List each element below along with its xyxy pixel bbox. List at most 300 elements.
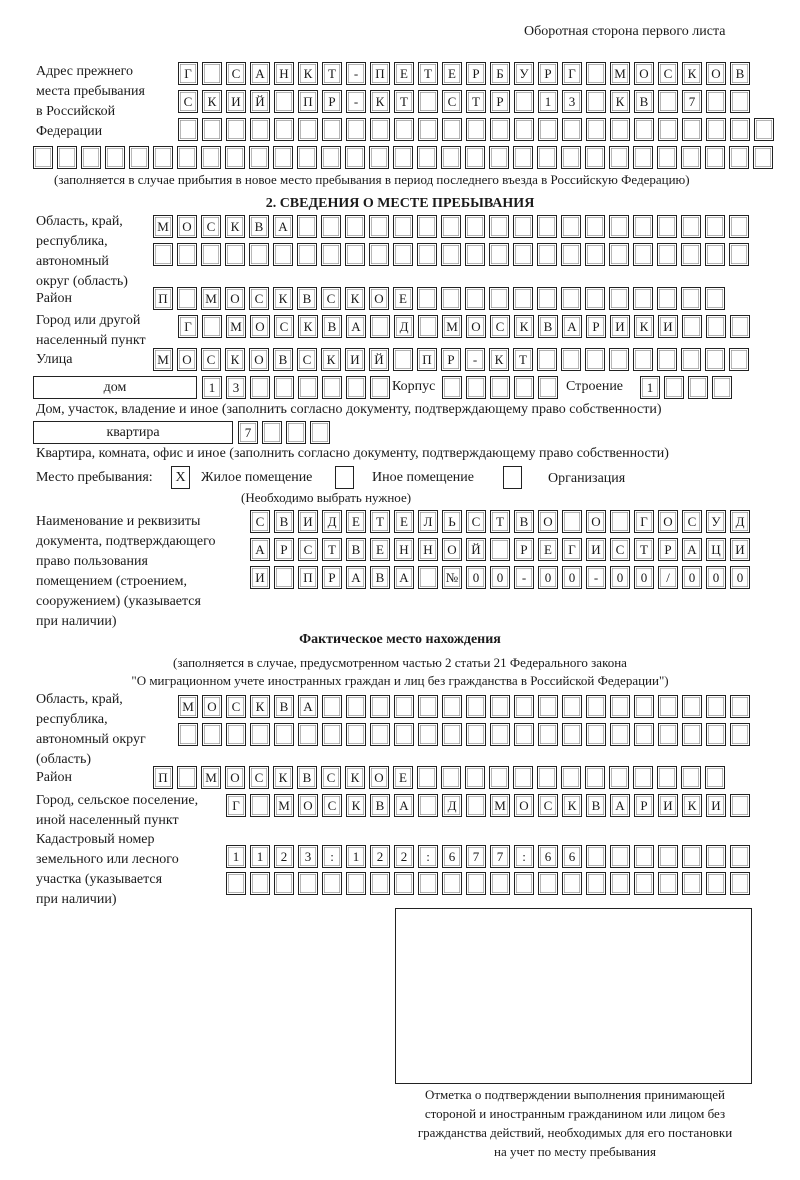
- char-cell[interactable]: [561, 243, 581, 266]
- char-cell[interactable]: Т: [466, 90, 486, 113]
- char-cell[interactable]: [466, 794, 486, 817]
- char-cell[interactable]: [177, 243, 197, 266]
- char-cell[interactable]: С: [490, 315, 510, 338]
- char-cell[interactable]: [298, 118, 318, 141]
- char-cell[interactable]: [610, 872, 630, 895]
- char-cell[interactable]: 2: [274, 845, 294, 868]
- char-cell[interactable]: [730, 794, 750, 817]
- char-cell[interactable]: [610, 118, 630, 141]
- char-cell[interactable]: О: [250, 315, 270, 338]
- house-type-field[interactable]: дом: [33, 376, 197, 399]
- char-cell[interactable]: [441, 215, 461, 238]
- char-cell[interactable]: [730, 845, 750, 868]
- char-cell[interactable]: [465, 215, 485, 238]
- char-cell[interactable]: С: [658, 62, 678, 85]
- char-cell[interactable]: [730, 118, 750, 141]
- char-cell[interactable]: 0: [634, 566, 654, 589]
- char-cell[interactable]: [417, 766, 437, 789]
- char-cell[interactable]: [297, 243, 317, 266]
- char-cell[interactable]: [274, 872, 294, 895]
- char-cell[interactable]: [442, 376, 462, 399]
- char-cell[interactable]: М: [201, 287, 221, 310]
- char-cell[interactable]: [153, 146, 173, 169]
- char-cell[interactable]: У: [514, 62, 534, 85]
- char-cell[interactable]: 3: [226, 376, 246, 399]
- char-cell[interactable]: [417, 215, 437, 238]
- char-cell[interactable]: [681, 766, 701, 789]
- char-cell[interactable]: [202, 315, 222, 338]
- char-cell[interactable]: Г: [562, 538, 582, 561]
- char-cell[interactable]: [706, 90, 726, 113]
- char-cell[interactable]: [705, 766, 725, 789]
- char-cell[interactable]: [610, 510, 630, 533]
- char-cell[interactable]: -: [514, 566, 534, 589]
- char-cell[interactable]: [634, 845, 654, 868]
- char-cell[interactable]: К: [345, 287, 365, 310]
- char-cell[interactable]: А: [394, 566, 414, 589]
- char-cell[interactable]: И: [586, 538, 606, 561]
- char-cell[interactable]: [322, 376, 342, 399]
- char-cell[interactable]: А: [250, 538, 270, 561]
- char-cell[interactable]: С: [682, 510, 702, 533]
- char-cell[interactable]: [585, 146, 605, 169]
- char-cell[interactable]: [609, 287, 629, 310]
- char-cell[interactable]: 2: [370, 845, 390, 868]
- char-cell[interactable]: П: [370, 62, 390, 85]
- char-cell[interactable]: [537, 146, 557, 169]
- char-cell[interactable]: [418, 118, 438, 141]
- char-cell[interactable]: С: [466, 510, 486, 533]
- char-cell[interactable]: [561, 215, 581, 238]
- char-cell[interactable]: В: [514, 510, 534, 533]
- char-cell[interactable]: [657, 146, 677, 169]
- char-cell[interactable]: [538, 695, 558, 718]
- char-cell[interactable]: [633, 766, 653, 789]
- char-cell[interactable]: [369, 243, 389, 266]
- char-cell[interactable]: [706, 872, 726, 895]
- char-cell[interactable]: [225, 243, 245, 266]
- char-cell[interactable]: Т: [490, 510, 510, 533]
- char-cell[interactable]: [250, 376, 270, 399]
- char-cell[interactable]: -: [346, 90, 366, 113]
- char-cell[interactable]: 1: [250, 845, 270, 868]
- char-cell[interactable]: [705, 348, 725, 371]
- char-cell[interactable]: О: [177, 348, 197, 371]
- char-cell[interactable]: [298, 872, 318, 895]
- char-cell[interactable]: [513, 146, 533, 169]
- char-cell[interactable]: [442, 118, 462, 141]
- char-cell[interactable]: [441, 146, 461, 169]
- char-cell[interactable]: Б: [490, 62, 510, 85]
- char-cell[interactable]: [586, 695, 606, 718]
- char-cell[interactable]: [729, 146, 749, 169]
- char-cell[interactable]: [466, 376, 486, 399]
- char-cell[interactable]: С: [442, 90, 462, 113]
- char-cell[interactable]: [634, 118, 654, 141]
- char-cell[interactable]: [105, 146, 125, 169]
- char-cell[interactable]: [273, 243, 293, 266]
- char-cell[interactable]: [370, 315, 390, 338]
- char-cell[interactable]: С: [538, 794, 558, 817]
- char-cell[interactable]: С: [321, 287, 341, 310]
- char-cell[interactable]: Т: [513, 348, 533, 371]
- char-cell[interactable]: 7: [490, 845, 510, 868]
- char-cell[interactable]: К: [370, 90, 390, 113]
- char-cell[interactable]: [321, 146, 341, 169]
- char-cell[interactable]: [489, 146, 509, 169]
- char-cell[interactable]: [490, 872, 510, 895]
- char-cell[interactable]: [513, 215, 533, 238]
- char-cell[interactable]: [250, 794, 270, 817]
- char-cell[interactable]: С: [249, 766, 269, 789]
- char-cell[interactable]: 7: [238, 421, 258, 444]
- char-cell[interactable]: [489, 243, 509, 266]
- char-cell[interactable]: [310, 421, 330, 444]
- char-cell[interactable]: [633, 287, 653, 310]
- char-cell[interactable]: [370, 118, 390, 141]
- char-cell[interactable]: [490, 376, 510, 399]
- char-cell[interactable]: [250, 118, 270, 141]
- char-cell[interactable]: П: [153, 766, 173, 789]
- char-cell[interactable]: [609, 215, 629, 238]
- char-cell[interactable]: М: [153, 215, 173, 238]
- char-cell[interactable]: [537, 215, 557, 238]
- char-cell[interactable]: О: [514, 794, 534, 817]
- char-cell[interactable]: [393, 348, 413, 371]
- char-cell[interactable]: [706, 845, 726, 868]
- char-cell[interactable]: О: [225, 766, 245, 789]
- char-cell[interactable]: [730, 90, 750, 113]
- char-cell[interactable]: [609, 766, 629, 789]
- char-cell[interactable]: [490, 118, 510, 141]
- char-cell[interactable]: О: [634, 62, 654, 85]
- char-cell[interactable]: [682, 723, 702, 746]
- char-cell[interactable]: [262, 421, 282, 444]
- char-cell[interactable]: [250, 872, 270, 895]
- char-cell[interactable]: С: [250, 510, 270, 533]
- char-cell[interactable]: [562, 118, 582, 141]
- char-cell[interactable]: П: [298, 90, 318, 113]
- char-cell[interactable]: Ц: [706, 538, 726, 561]
- char-cell[interactable]: С: [249, 287, 269, 310]
- char-cell[interactable]: [657, 766, 677, 789]
- char-cell[interactable]: [633, 348, 653, 371]
- char-cell[interactable]: [249, 243, 269, 266]
- char-cell[interactable]: [201, 243, 221, 266]
- char-cell[interactable]: С: [274, 315, 294, 338]
- char-cell[interactable]: [634, 872, 654, 895]
- char-cell[interactable]: Н: [394, 538, 414, 561]
- char-cell[interactable]: Т: [322, 538, 342, 561]
- char-cell[interactable]: О: [202, 695, 222, 718]
- char-cell[interactable]: [706, 118, 726, 141]
- char-cell[interactable]: А: [562, 315, 582, 338]
- char-cell[interactable]: [202, 62, 222, 85]
- char-cell[interactable]: В: [370, 566, 390, 589]
- char-cell[interactable]: [394, 695, 414, 718]
- char-cell[interactable]: [562, 872, 582, 895]
- char-cell[interactable]: [609, 243, 629, 266]
- char-cell[interactable]: Т: [418, 62, 438, 85]
- char-cell[interactable]: [249, 146, 269, 169]
- char-cell[interactable]: [610, 695, 630, 718]
- char-cell[interactable]: 0: [490, 566, 510, 589]
- char-cell[interactable]: [490, 695, 510, 718]
- char-cell[interactable]: И: [658, 794, 678, 817]
- char-cell[interactable]: К: [682, 794, 702, 817]
- char-cell[interactable]: 0: [610, 566, 630, 589]
- char-cell[interactable]: [274, 566, 294, 589]
- char-cell[interactable]: В: [586, 794, 606, 817]
- char-cell[interactable]: [633, 215, 653, 238]
- char-cell[interactable]: В: [322, 315, 342, 338]
- char-cell[interactable]: [561, 348, 581, 371]
- char-cell[interactable]: К: [682, 62, 702, 85]
- char-cell[interactable]: В: [274, 695, 294, 718]
- char-cell[interactable]: И: [226, 90, 246, 113]
- char-cell[interactable]: [321, 215, 341, 238]
- char-cell[interactable]: [417, 146, 437, 169]
- apartment-type-field[interactable]: квартира: [33, 421, 233, 444]
- char-cell[interactable]: [538, 376, 558, 399]
- char-cell[interactable]: М: [226, 315, 246, 338]
- char-cell[interactable]: [466, 695, 486, 718]
- char-cell[interactable]: [226, 723, 246, 746]
- char-cell[interactable]: Р: [658, 538, 678, 561]
- checkbox-organization[interactable]: [503, 466, 522, 489]
- char-cell[interactable]: Е: [370, 538, 390, 561]
- char-cell[interactable]: [514, 872, 534, 895]
- char-cell[interactable]: [394, 872, 414, 895]
- char-cell[interactable]: К: [562, 794, 582, 817]
- char-cell[interactable]: В: [346, 538, 366, 561]
- char-cell[interactable]: [658, 118, 678, 141]
- char-cell[interactable]: О: [369, 287, 389, 310]
- char-cell[interactable]: 3: [298, 845, 318, 868]
- char-cell[interactable]: [537, 348, 557, 371]
- char-cell[interactable]: С: [321, 766, 341, 789]
- char-cell[interactable]: К: [202, 90, 222, 113]
- char-cell[interactable]: [729, 348, 749, 371]
- char-cell[interactable]: Т: [634, 538, 654, 561]
- char-cell[interactable]: [681, 348, 701, 371]
- char-cell[interactable]: [664, 376, 684, 399]
- char-cell[interactable]: У: [706, 510, 726, 533]
- char-cell[interactable]: И: [730, 538, 750, 561]
- char-cell[interactable]: И: [298, 510, 318, 533]
- char-cell[interactable]: [537, 766, 557, 789]
- char-cell[interactable]: В: [370, 794, 390, 817]
- char-cell[interactable]: [514, 723, 534, 746]
- char-cell[interactable]: С: [297, 348, 317, 371]
- char-cell[interactable]: С: [178, 90, 198, 113]
- char-cell[interactable]: А: [682, 538, 702, 561]
- char-cell[interactable]: [562, 695, 582, 718]
- char-cell[interactable]: 7: [466, 845, 486, 868]
- char-cell[interactable]: [586, 90, 606, 113]
- char-cell[interactable]: Р: [274, 538, 294, 561]
- char-cell[interactable]: [418, 566, 438, 589]
- char-cell[interactable]: О: [658, 510, 678, 533]
- char-cell[interactable]: [418, 794, 438, 817]
- char-cell[interactable]: [657, 348, 677, 371]
- char-cell[interactable]: 0: [682, 566, 702, 589]
- char-cell[interactable]: [730, 695, 750, 718]
- char-cell[interactable]: [688, 376, 708, 399]
- char-cell[interactable]: [705, 215, 725, 238]
- char-cell[interactable]: К: [321, 348, 341, 371]
- char-cell[interactable]: Е: [442, 62, 462, 85]
- char-cell[interactable]: К: [634, 315, 654, 338]
- char-cell[interactable]: -: [586, 566, 606, 589]
- char-cell[interactable]: [657, 287, 677, 310]
- char-cell[interactable]: [322, 118, 342, 141]
- char-cell[interactable]: [682, 118, 702, 141]
- char-cell[interactable]: 2: [394, 845, 414, 868]
- char-cell[interactable]: С: [610, 538, 630, 561]
- char-cell[interactable]: [730, 872, 750, 895]
- char-cell[interactable]: Н: [274, 62, 294, 85]
- char-cell[interactable]: [730, 723, 750, 746]
- char-cell[interactable]: [417, 243, 437, 266]
- char-cell[interactable]: [274, 376, 294, 399]
- char-cell[interactable]: К: [225, 215, 245, 238]
- char-cell[interactable]: [538, 872, 558, 895]
- char-cell[interactable]: [202, 723, 222, 746]
- char-cell[interactable]: В: [297, 766, 317, 789]
- char-cell[interactable]: А: [346, 315, 366, 338]
- char-cell[interactable]: [465, 243, 485, 266]
- char-cell[interactable]: О: [706, 62, 726, 85]
- char-cell[interactable]: [321, 243, 341, 266]
- char-cell[interactable]: [658, 845, 678, 868]
- char-cell[interactable]: [178, 723, 198, 746]
- char-cell[interactable]: М: [610, 62, 630, 85]
- char-cell[interactable]: С: [201, 215, 221, 238]
- char-cell[interactable]: [681, 146, 701, 169]
- char-cell[interactable]: [658, 872, 678, 895]
- char-cell[interactable]: Е: [394, 62, 414, 85]
- char-cell[interactable]: А: [298, 695, 318, 718]
- char-cell[interactable]: [706, 723, 726, 746]
- char-cell[interactable]: О: [586, 510, 606, 533]
- char-cell[interactable]: [658, 90, 678, 113]
- char-cell[interactable]: С: [226, 62, 246, 85]
- char-cell[interactable]: Ь: [442, 510, 462, 533]
- char-cell[interactable]: 1: [640, 376, 660, 399]
- char-cell[interactable]: [609, 146, 629, 169]
- char-cell[interactable]: П: [153, 287, 173, 310]
- char-cell[interactable]: [634, 723, 654, 746]
- char-cell[interactable]: О: [466, 315, 486, 338]
- char-cell[interactable]: Е: [393, 766, 413, 789]
- char-cell[interactable]: Р: [586, 315, 606, 338]
- char-cell[interactable]: [537, 287, 557, 310]
- char-cell[interactable]: [609, 348, 629, 371]
- char-cell[interactable]: [417, 287, 437, 310]
- char-cell[interactable]: [346, 695, 366, 718]
- char-cell[interactable]: А: [394, 794, 414, 817]
- char-cell[interactable]: М: [274, 794, 294, 817]
- char-cell[interactable]: [370, 695, 390, 718]
- char-cell[interactable]: 1: [346, 845, 366, 868]
- char-cell[interactable]: [441, 243, 461, 266]
- char-cell[interactable]: [657, 215, 677, 238]
- char-cell[interactable]: [250, 723, 270, 746]
- char-cell[interactable]: [610, 845, 630, 868]
- checkbox-residential[interactable]: X: [171, 466, 190, 489]
- char-cell[interactable]: М: [178, 695, 198, 718]
- char-cell[interactable]: И: [610, 315, 630, 338]
- char-cell[interactable]: [682, 845, 702, 868]
- char-cell[interactable]: [585, 215, 605, 238]
- char-cell[interactable]: /: [658, 566, 678, 589]
- char-cell[interactable]: [226, 872, 246, 895]
- char-cell[interactable]: А: [346, 566, 366, 589]
- char-cell[interactable]: Й: [369, 348, 389, 371]
- char-cell[interactable]: О: [442, 538, 462, 561]
- char-cell[interactable]: Д: [394, 315, 414, 338]
- char-cell[interactable]: [178, 118, 198, 141]
- char-cell[interactable]: [514, 90, 534, 113]
- char-cell[interactable]: А: [273, 215, 293, 238]
- char-cell[interactable]: [561, 287, 581, 310]
- char-cell[interactable]: [586, 845, 606, 868]
- char-cell[interactable]: [370, 872, 390, 895]
- char-cell[interactable]: К: [610, 90, 630, 113]
- char-cell[interactable]: [585, 348, 605, 371]
- char-cell[interactable]: [177, 766, 197, 789]
- char-cell[interactable]: [346, 872, 366, 895]
- char-cell[interactable]: [418, 695, 438, 718]
- char-cell[interactable]: 1: [226, 845, 246, 868]
- char-cell[interactable]: Д: [730, 510, 750, 533]
- char-cell[interactable]: [153, 243, 173, 266]
- char-cell[interactable]: 6: [442, 845, 462, 868]
- char-cell[interactable]: [658, 723, 678, 746]
- char-cell[interactable]: [177, 287, 197, 310]
- char-cell[interactable]: О: [298, 794, 318, 817]
- char-cell[interactable]: [466, 723, 486, 746]
- char-cell[interactable]: [514, 695, 534, 718]
- char-cell[interactable]: [286, 421, 306, 444]
- char-cell[interactable]: И: [250, 566, 270, 589]
- char-cell[interactable]: Г: [562, 62, 582, 85]
- char-cell[interactable]: В: [249, 215, 269, 238]
- char-cell[interactable]: Д: [442, 794, 462, 817]
- char-cell[interactable]: [369, 146, 389, 169]
- char-cell[interactable]: [297, 146, 317, 169]
- char-cell[interactable]: И: [658, 315, 678, 338]
- char-cell[interactable]: [705, 287, 725, 310]
- char-cell[interactable]: [513, 243, 533, 266]
- char-cell[interactable]: О: [177, 215, 197, 238]
- char-cell[interactable]: [274, 118, 294, 141]
- char-cell[interactable]: 6: [538, 845, 558, 868]
- char-cell[interactable]: Т: [322, 62, 342, 85]
- char-cell[interactable]: О: [249, 348, 269, 371]
- char-cell[interactable]: Й: [466, 538, 486, 561]
- char-cell[interactable]: В: [274, 510, 294, 533]
- char-cell[interactable]: [177, 146, 197, 169]
- char-cell[interactable]: [657, 243, 677, 266]
- char-cell[interactable]: [81, 146, 101, 169]
- char-cell[interactable]: 0: [730, 566, 750, 589]
- char-cell[interactable]: [418, 315, 438, 338]
- char-cell[interactable]: Р: [538, 62, 558, 85]
- char-cell[interactable]: [322, 723, 342, 746]
- char-cell[interactable]: П: [417, 348, 437, 371]
